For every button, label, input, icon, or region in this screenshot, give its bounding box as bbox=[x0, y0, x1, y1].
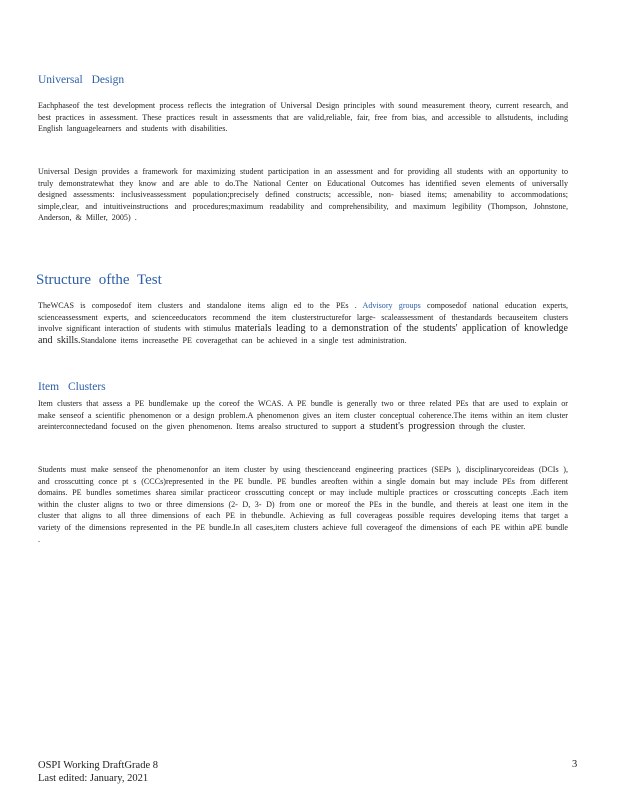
page-number: 3 bbox=[572, 759, 578, 770]
structure-text-1: TheWCAS is composedof item clusters and standalone items align ed to the PEs . bbox=[38, 301, 357, 310]
item-clusters-text-2: through the cluster. bbox=[459, 422, 526, 432]
universal-design-paragraph-1: Eachphaseof the test development process reflects the integration of Universal Design principles with sound measurement theory, current research, and best practices in assessment. These practices result in assessments that are valid,reliable, fair, free from bias, and accessible to allstudents, including English languagelearners and students with disabilities. bbox=[38, 101, 568, 134]
structure-heading: Structure ofthe Test bbox=[36, 272, 162, 288]
item-clusters-emphasis-text: a student's progression bbox=[360, 421, 455, 433]
item-clusters-text-1: Item clusters that assess a PE bundlemake up the coreof the WCAS. A PE bundle is generally two or three related PEs that are used to explain or make senseof a scientific phenomenon or a design problem.A phenomenon gives an item cluster conceptual coherence.The items within an item cluster areinterconnectedand focused on the given phenomenon. Items arealso structured to support bbox=[38, 399, 568, 432]
advisory-groups-link[interactable]: Advisory groups bbox=[362, 301, 421, 310]
structure-text-3: Standalone items increasethe PE coveragethat can be achieved in a single test administration. bbox=[80, 335, 407, 345]
structure-text-2: composedof national education experts, scienceassessment experts, and scienceeducators recommend the item clusterstructurefor large- scaleassessment of thestandards becauseitem clusters involve significant interaction of students with stimulus bbox=[38, 301, 568, 334]
footer-line-2: Last edited: January, 2021 bbox=[38, 773, 149, 784]
page-footer bbox=[38, 759, 158, 785]
item-clusters-heading: Item Clusters bbox=[38, 381, 106, 393]
item-clusters-paragraph-2: Students must make senseof the phenomenonfor an item cluster by using thescienceand engineering practices (SEPs ), disciplinarycoreideas (DCIs ), and crosscutting conce pt s (CCCs)represented in the PE bundle. PE bundles areoften within a single domain but may include PEs from different domains. PE bundles sometimes sharea similar practiceor crosscutting concept or may include multiple practices or crosscutting concepts .Each item within the cluster aligns to two or three dimensions (2- D, 3- D) from one or moreof the PEs in the bundle, and thereis at least one item in the cluster that aligns to all three dimensions of each PE in thebundle. Achieving as full coverageas possible requires developing items that target a variety of the dimensions represented in the PE bundle.In all cases,item clusters achieve full coverageof the dimensions of each PE within aPE bundle . bbox=[38, 465, 568, 544]
structure-paragraph bbox=[38, 300, 568, 346]
structure-emphasis-text: materials leading to a demonstration of the students' application of knowledge and skills. bbox=[38, 323, 568, 346]
universal-design-heading: Universal Design bbox=[38, 74, 125, 86]
item-clusters-paragraph-1 bbox=[38, 398, 568, 433]
universal-design-paragraph-2: Universal Design provides a framework for maximizing student participation in an assessment and for providing all students with an opportunity to truly demonstratewhat they know and are able to do.The National Center on Educational Outcomes has identified seven elements of universally designed assessments: inclusiveassessment population;precisely defined constructs; accessible, non- biased items; amenability to accommodations; simple,clear, and intuitiveinstructions and procedures;maximum readability and comprehensibility, and maximum legibility (Thompson, Johnstone, Anderson, & Miller, 2005) . bbox=[38, 167, 568, 223]
footer-line-1: OSPI Working DraftGrade 8 bbox=[38, 760, 158, 771]
